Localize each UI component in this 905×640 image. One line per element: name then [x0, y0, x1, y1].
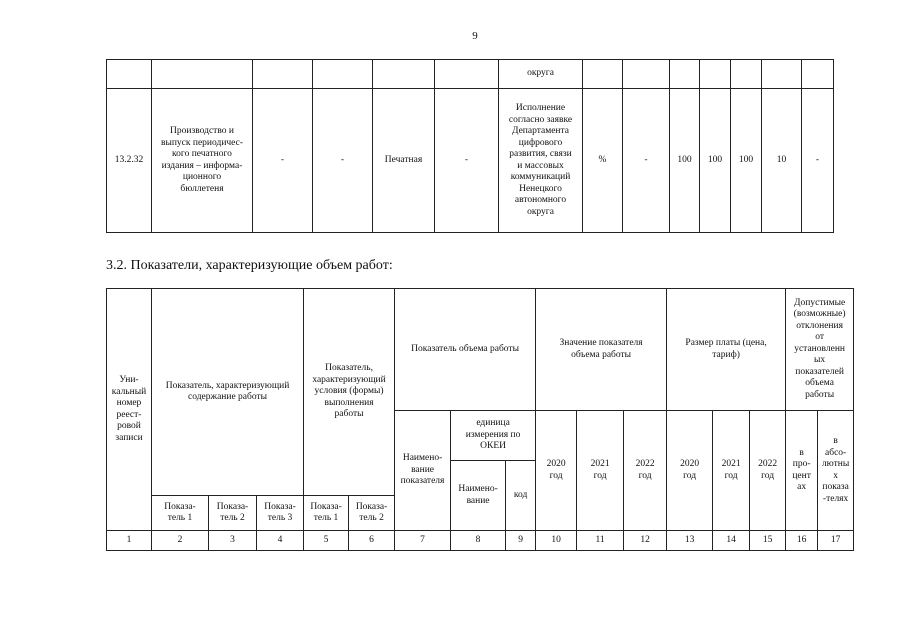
column-number: 7 — [395, 531, 451, 551]
indicator-name-header: Наимено- вание показателя — [395, 411, 451, 531]
okei-unit-header: единица измерения по ОКЕИ — [451, 411, 536, 461]
indicator-value-header: Значение показателя объема работы — [536, 289, 667, 411]
value-2020: 100 — [670, 89, 700, 233]
table-cell — [670, 60, 700, 89]
value-2021: 100 — [700, 89, 731, 233]
value-2021-header: 2021 год — [577, 411, 624, 531]
conditions-indicator-1-header: Показа- тель 1 — [304, 496, 349, 531]
column-number: 13 — [667, 531, 713, 551]
table-cell: - — [313, 89, 373, 233]
value-2020-header: 2020 год — [536, 411, 577, 531]
content-indicator-1-header: Показа- тель 1 — [152, 496, 209, 531]
column-number: 6 — [349, 531, 395, 551]
table-cell — [802, 60, 834, 89]
unit-cell: % — [583, 89, 623, 233]
table-header-row — [107, 289, 854, 411]
value-2022-header: 2022 год — [624, 411, 667, 531]
table-cell — [623, 60, 670, 89]
column-number: 17 — [818, 531, 854, 551]
table-cell — [583, 60, 623, 89]
table-cell — [435, 60, 499, 89]
table-row — [107, 89, 834, 233]
column-number: 1 — [107, 531, 152, 551]
table-cell — [152, 60, 253, 89]
deviation-percent: 10 — [762, 89, 802, 233]
content-indicator-header: Показатель, характеризующий содержание работы — [152, 289, 304, 496]
indicator-name: Исполнение согласно заявке Департамента цифрового развития, связи и массовых коммуникаций Ненецкого автономного округа — [499, 89, 583, 233]
fee-size-header: Размер платы (цена, тариф) — [667, 289, 786, 411]
fee-2022-header: 2022 год — [750, 411, 786, 531]
fee-2021-header: 2021 год — [713, 411, 750, 531]
conditions-indicator-header: Показатель, характеризующий условия (формы) выполнения работы — [304, 289, 395, 496]
table-cell: - — [253, 89, 313, 233]
value-2022: 100 — [731, 89, 762, 233]
form-cell: Печатная — [373, 89, 435, 233]
unit-code-header: код — [506, 461, 536, 531]
table-cell — [253, 60, 313, 89]
volume-indicators-table — [106, 288, 854, 551]
table-cell — [700, 60, 731, 89]
table-cell — [373, 60, 435, 89]
deviation-absolute: - — [802, 89, 834, 233]
column-number: 16 — [786, 531, 818, 551]
column-number-row — [107, 531, 854, 551]
content-description: Производство и выпуск периодичес- кого печатного издания – информа- ционного бюллетеня — [152, 89, 253, 233]
allowed-deviation-header: Допустимые (возможные) отклонения от установленн ых показателей объема работы — [786, 289, 854, 411]
content-indicator-2-header: Показа- тель 2 — [209, 496, 257, 531]
record-code: 13.2.32 — [107, 89, 152, 233]
column-number: 8 — [451, 531, 506, 551]
column-number: 10 — [536, 531, 577, 551]
table-cell — [313, 60, 373, 89]
section-heading: 3.2. Показатели, характеризующие объем работ: — [106, 258, 393, 273]
volume-indicator-header: Показатель объема работы — [395, 289, 536, 411]
page-number: 9 — [472, 30, 478, 42]
unit-name-header: Наимено- вание — [451, 461, 506, 531]
column-number: 3 — [209, 531, 257, 551]
table-row — [107, 60, 834, 89]
column-number: 9 — [506, 531, 536, 551]
column-number: 12 — [624, 531, 667, 551]
column-number: 11 — [577, 531, 624, 551]
deviation-absolute-header: в абсо- лютны х показа -телях — [818, 411, 854, 531]
continued-table — [106, 59, 834, 233]
column-number: 4 — [257, 531, 304, 551]
table-cell — [762, 60, 802, 89]
conditions-indicator-2-header: Показа- тель 2 — [349, 496, 395, 531]
content-indicator-3-header: Показа- тель 3 — [257, 496, 304, 531]
okei-code-cell: - — [623, 89, 670, 233]
column-number: 5 — [304, 531, 349, 551]
table-cell: - — [435, 89, 499, 233]
unique-number-header: Уни- кальный номер реест- ровой записи — [107, 289, 152, 531]
column-number: 14 — [713, 531, 750, 551]
table-cell — [107, 60, 152, 89]
column-number: 15 — [750, 531, 786, 551]
deviation-percent-header: в про- цент ах — [786, 411, 818, 531]
fee-2020-header: 2020 год — [667, 411, 713, 531]
column-number: 2 — [152, 531, 209, 551]
table-cell: округа — [499, 60, 583, 89]
table-cell — [731, 60, 762, 89]
